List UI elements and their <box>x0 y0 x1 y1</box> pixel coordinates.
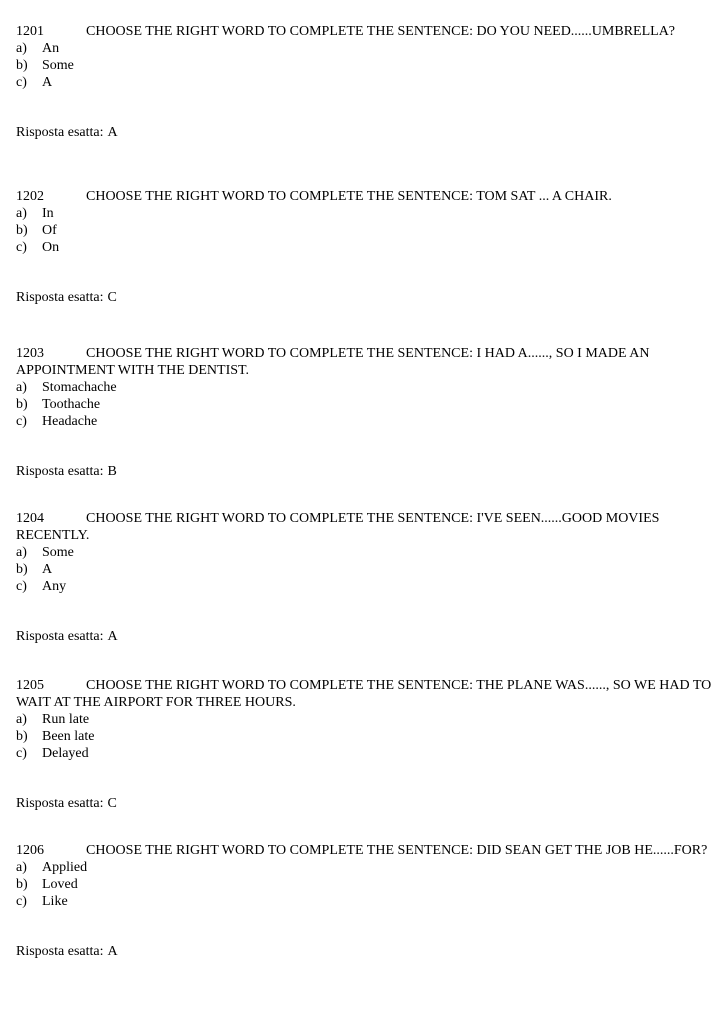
question-number: 1206 <box>16 843 44 858</box>
option-c <box>16 413 716 430</box>
option-c <box>16 578 716 595</box>
question-number: 1205 <box>16 678 44 693</box>
option-a <box>16 40 716 57</box>
option-text: Run late <box>42 712 90 727</box>
answer-label: Risposta esatta: <box>16 796 104 811</box>
option-text: A <box>42 75 53 90</box>
option-b <box>16 561 716 578</box>
question-block <box>16 510 716 645</box>
option-c <box>16 239 716 256</box>
option-c <box>16 745 716 762</box>
question-number: 1202 <box>16 189 44 204</box>
question-text: CHOOSE THE RIGHT WORD TO COMPLETE THE SENTENCE: I'VE SEEN......GOOD MOVIES RECENTLY. <box>16 511 660 543</box>
option-text: Like <box>42 894 68 909</box>
question-text: CHOOSE THE RIGHT WORD TO COMPLETE THE SENTENCE: DID SEAN GET THE JOB HE......FOR? <box>86 843 708 858</box>
option-letter: a) <box>16 380 27 395</box>
question-block <box>16 345 716 480</box>
answer-value: A <box>107 125 118 140</box>
question-header <box>16 188 716 205</box>
option-letter: a) <box>16 712 27 727</box>
options-list <box>16 544 716 595</box>
option-letter: c) <box>16 240 27 255</box>
option-letter: b) <box>16 58 28 73</box>
option-letter: b) <box>16 562 28 577</box>
option-letter: a) <box>16 545 27 560</box>
option-a <box>16 205 716 222</box>
option-letter: c) <box>16 746 27 761</box>
option-letter: b) <box>16 729 28 744</box>
question-text: CHOOSE THE RIGHT WORD TO COMPLETE THE SENTENCE: I HAD A......, SO I MADE AN APPOINTMENT WITH THE DENTIST. <box>16 346 650 378</box>
question-header <box>16 677 716 711</box>
answer-label: Risposta esatta: <box>16 125 104 140</box>
option-letter: c) <box>16 894 27 909</box>
question-header <box>16 510 716 544</box>
option-b <box>16 396 716 413</box>
options-list <box>16 205 716 256</box>
option-letter: a) <box>16 860 27 875</box>
question-text: CHOOSE THE RIGHT WORD TO COMPLETE THE SENTENCE: TOM SAT ... A CHAIR. <box>86 189 612 204</box>
correct-answer <box>16 463 716 480</box>
question-block <box>16 842 716 960</box>
question-header <box>16 345 716 379</box>
question-number: 1203 <box>16 346 44 361</box>
option-letter: a) <box>16 206 27 221</box>
question-text: CHOOSE THE RIGHT WORD TO COMPLETE THE SENTENCE: THE PLANE WAS......, SO WE HAD TO WAIT AT THE AIRPORT FOR THREE HOURS. <box>16 678 712 710</box>
option-a <box>16 859 716 876</box>
option-a <box>16 711 716 728</box>
option-text: Any <box>42 579 67 594</box>
option-text: Some <box>42 58 74 73</box>
options-list <box>16 859 716 910</box>
option-letter: c) <box>16 414 27 429</box>
answer-label: Risposta esatta: <box>16 944 104 959</box>
answer-value: C <box>107 796 117 811</box>
option-text: In <box>42 206 54 221</box>
option-text: Been late <box>42 729 95 744</box>
answer-label: Risposta esatta: <box>16 290 104 305</box>
option-letter: a) <box>16 41 27 56</box>
question-header <box>16 23 716 40</box>
option-a <box>16 544 716 561</box>
options-list <box>16 40 716 91</box>
option-text: Headache <box>42 414 98 429</box>
answer-label: Risposta esatta: <box>16 629 104 644</box>
option-letter: b) <box>16 223 28 238</box>
option-text: Of <box>42 223 57 238</box>
option-text: Toothache <box>42 397 101 412</box>
option-b <box>16 57 716 74</box>
option-text: An <box>42 41 60 56</box>
question-block <box>16 23 716 141</box>
option-text: Some <box>42 545 74 560</box>
option-c <box>16 74 716 91</box>
options-list <box>16 711 716 762</box>
question-block <box>16 188 716 306</box>
option-a <box>16 379 716 396</box>
option-text: On <box>42 240 60 255</box>
question-number: 1204 <box>16 511 44 526</box>
option-text: Applied <box>42 860 88 875</box>
option-text: Stomachache <box>42 380 117 395</box>
option-c <box>16 893 716 910</box>
answer-value: A <box>107 629 118 644</box>
correct-answer <box>16 795 716 812</box>
option-b <box>16 222 716 239</box>
question-header <box>16 842 716 859</box>
option-b <box>16 876 716 893</box>
question-text: CHOOSE THE RIGHT WORD TO COMPLETE THE SENTENCE: DO YOU NEED......UMBRELLA? <box>86 24 676 39</box>
answer-value: B <box>107 464 117 479</box>
question-number: 1201 <box>16 24 44 39</box>
question-block <box>16 677 716 812</box>
option-letter: b) <box>16 397 28 412</box>
option-text: Delayed <box>42 746 89 761</box>
correct-answer <box>16 289 716 306</box>
option-text: Loved <box>42 877 78 892</box>
answer-label: Risposta esatta: <box>16 464 104 479</box>
correct-answer <box>16 943 716 960</box>
option-letter: c) <box>16 75 27 90</box>
correct-answer <box>16 628 716 645</box>
option-text: A <box>42 562 53 577</box>
option-letter: c) <box>16 579 27 594</box>
option-letter: b) <box>16 877 28 892</box>
correct-answer <box>16 124 716 141</box>
options-list <box>16 379 716 430</box>
answer-value: A <box>107 944 118 959</box>
answer-value: C <box>107 290 117 305</box>
option-b <box>16 728 716 745</box>
